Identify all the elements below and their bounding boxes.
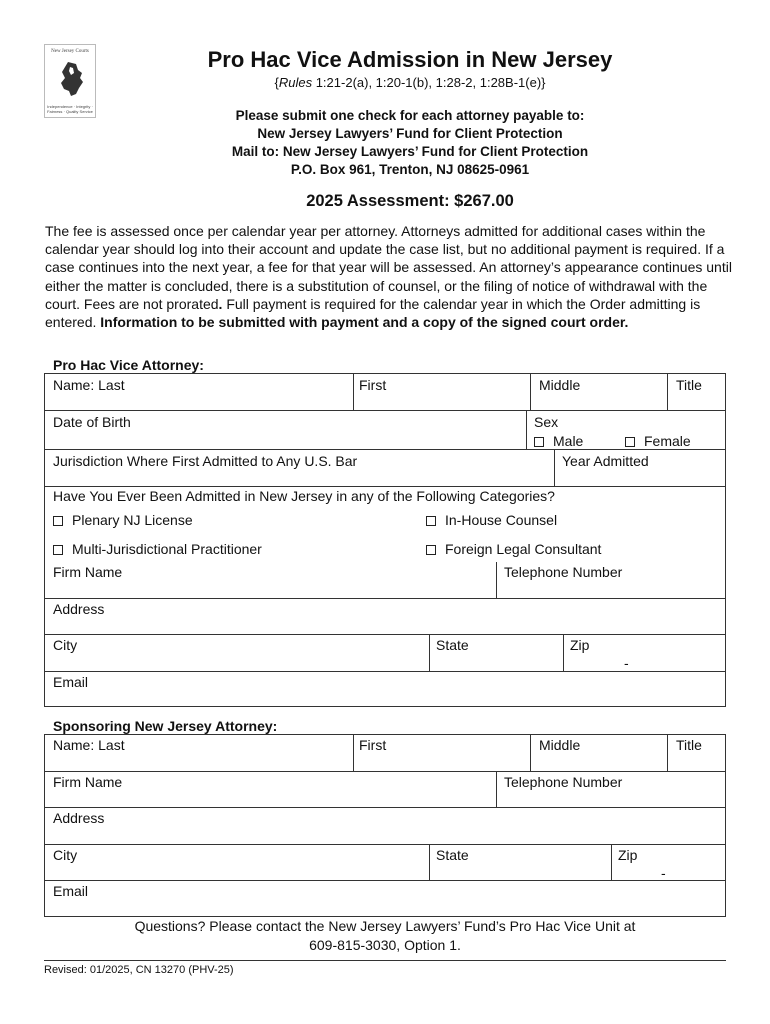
fee-instructions [45,222,735,331]
phv-email-field[interactable]: Email [53,674,89,690]
footer-divider [44,960,726,961]
phv-city-field[interactable]: City [53,637,78,653]
sp-first-field[interactable]: First [359,737,387,753]
in-house-checkbox[interactable] [426,516,436,526]
nj-state-outline-icon [56,61,86,97]
phv-name-row [45,374,725,411]
phv-zip-dash: - [624,655,629,671]
sp-telephone-field[interactable]: Telephone Number [504,774,623,790]
payment-line-1: Please submit one check for each attorney payable to: [235,108,585,123]
payment-line-2: New Jersey Lawyers’ Fund for Client Protection [257,126,563,141]
foreign-legal-checkbox[interactable] [426,545,436,555]
sp-address-field[interactable]: Address [53,810,105,826]
contact-info [60,917,710,955]
fee-text-1: The fee is assessed once per calendar year per attorney. Attorneys admitted for additional cases within the calendar year should log into their account and update the case list, but no additional payment is required. If a case continues into the next year, a fee for that year will be assessed. An attorney’s appearance continues until either the matter is concluded, there is a substitution of counsel, or the filing of notice of withdrawal with the court. Fees are not prorated [45,223,732,312]
multi-jurisdictional-checkbox[interactable] [53,545,63,555]
logo-top-text: New Jersey Courts [51,49,89,54]
nj-courts-logo [44,44,96,118]
foreign-legal-consultant-option[interactable] [426,541,601,557]
phv-jurisdiction-field[interactable]: Jurisdiction Where First Admitted to Any U.S. Bar [53,453,358,469]
phv-zip-field[interactable]: Zip [570,637,590,653]
phv-telephone-field[interactable]: Telephone Number [504,564,623,580]
foreign-legal-label: Foreign Legal Consultant [445,541,602,557]
sp-title-field[interactable]: Title [676,737,702,753]
sp-zip-dash: - [661,865,666,881]
sp-state-field[interactable]: State [436,847,469,863]
sp-name-row [45,735,725,772]
male-label: Male [553,433,584,449]
phv-name-last-field[interactable]: Name: Last [53,377,125,393]
phv-year-admitted-field[interactable]: Year Admitted [562,453,649,469]
phv-sex-female-option[interactable] [625,433,691,449]
fee-text-bold: Information to be submitted with payment and a copy of the signed court order. [100,314,629,331]
multi-jurisdictional-label: Multi-Jurisdictional Practitioner [72,541,262,557]
page-title: Pro Hac Vice Admission in New Jersey [207,47,613,72]
sponsoring-form [44,734,726,917]
phv-address-field[interactable]: Address [53,601,105,617]
in-house-label: In-House Counsel [445,512,558,528]
phv-sex-label: Sex [534,414,559,430]
sp-name-last-field[interactable]: Name: Last [53,737,125,753]
phv-categories-row [45,487,725,566]
female-checkbox[interactable] [625,437,635,447]
phv-first-field[interactable]: First [359,377,387,393]
sp-city-field[interactable]: City [53,847,78,863]
phv-firm-name-field[interactable]: Firm Name [53,564,123,580]
contact-line-2: 609-815-3030, Option 1. [309,937,461,953]
sp-middle-field[interactable]: Middle [539,737,581,753]
phv-dob-row [45,411,725,449]
rules-reference [190,75,630,90]
phv-firm-row [45,562,725,599]
sp-address-row [45,808,725,845]
contact-line-1: Questions? Please contact the New Jersey Lawyers’ Fund’s Pro Hac Vice Unit at [134,918,636,934]
rules-text: 1:21-2(a), 1:20-1(b), 1:28-2, 1:28B-1(e)} [312,75,546,90]
male-checkbox[interactable] [534,437,544,447]
phv-email-row [45,672,725,708]
phv-jurisdiction-row [45,449,725,487]
assessment-amount: 2025 Assessment: $267.00 [306,192,514,210]
multi-jurisdictional-option[interactable] [53,541,262,557]
phv-categories-question: Have You Ever Been Admitted in New Jersey in any of the Following Categories? [53,488,555,504]
fee-text-2: Full payment is required for the calendar year in which the Order admitting is entered. [45,295,701,331]
in-house-counsel-option[interactable] [426,512,557,528]
fee-text-period: . [218,295,223,312]
sp-email-field[interactable]: Email [53,883,89,899]
sp-firm-name-field[interactable]: Firm Name [53,774,123,790]
payment-line-4: P.O. Box 961, Trenton, NJ 08625-0961 [290,162,530,177]
sp-zip-field[interactable]: Zip [618,847,638,863]
payment-line-3: Mail to: New Jersey Lawyers’ Fund for Client Protection [231,144,589,159]
sponsoring-heading: Sponsoring New Jersey Attorney: [53,718,278,734]
phv-title-field[interactable]: Title [676,377,702,393]
plenary-label: Plenary NJ License [72,512,193,528]
female-label: Female [644,433,691,449]
rules-brace: { [274,75,279,90]
pro-hac-vice-form [44,373,726,707]
phv-sex-male-option[interactable] [534,433,583,449]
plenary-checkbox[interactable] [53,516,63,526]
phv-middle-field[interactable]: Middle [539,377,581,393]
logo-bottom-text: Independence · Integrity · Fairness · Quality Service [47,104,93,114]
phv-address-row [45,599,725,635]
sp-city-row [45,845,725,881]
pro-hac-vice-heading: Pro Hac Vice Attorney: [53,357,204,373]
phv-city-row [45,635,725,672]
sp-email-row [45,881,725,918]
revision-note: Revised: 01/2025, CN 13270 (PHV-25) [44,964,234,976]
phv-dob-field[interactable]: Date of Birth [53,414,131,430]
phv-state-field[interactable]: State [436,637,469,653]
plenary-nj-license-option[interactable] [53,512,193,528]
rules-italic: Rules [278,75,313,90]
sp-firm-row [45,772,725,808]
